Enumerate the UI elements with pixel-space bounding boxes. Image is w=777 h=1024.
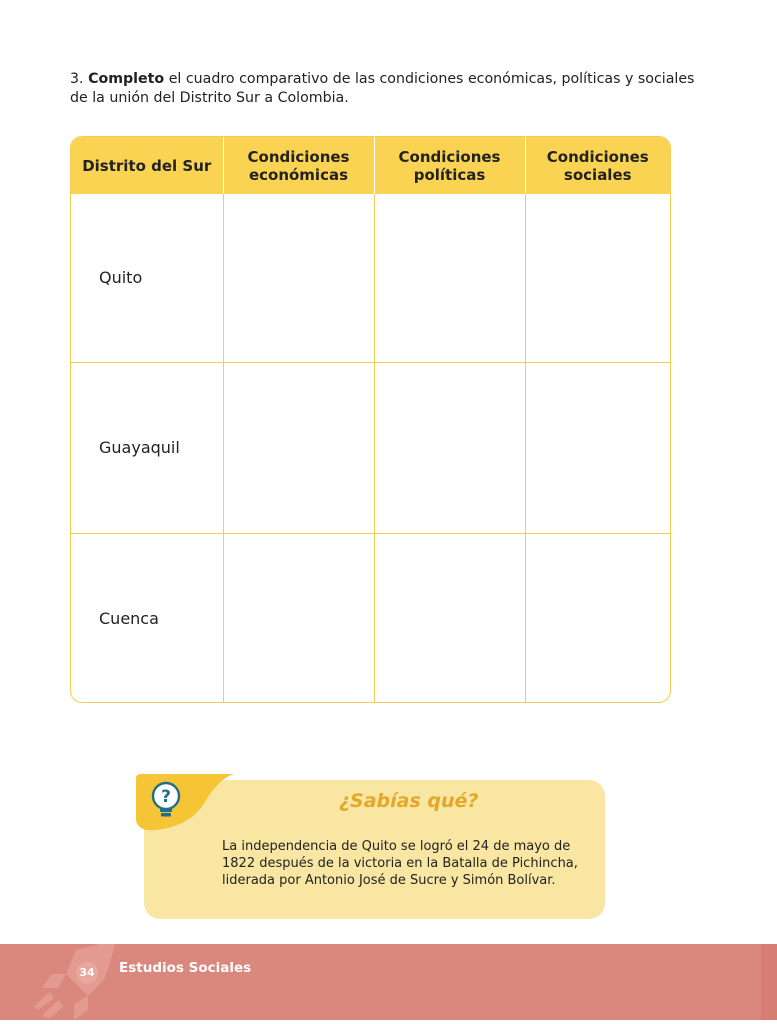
tip-title: ¿Sabías qué? [339, 790, 479, 812]
sociales-cell[interactable] [525, 194, 670, 362]
table-row [71, 362, 670, 534]
instruction-text [70, 70, 710, 108]
svg-text:?: ? [161, 787, 171, 807]
district-cell: Quito [99, 268, 143, 288]
header-politicas: Condiciones políticas [374, 137, 525, 194]
tip-text: La independencia de Quito se logró el 24 de mayo de 1822 después de la victoria en la Batalla de Pichincha, liderada por Antonio José de Sucre y Simón Bolívar. [222, 839, 578, 888]
page-number: 34 [76, 962, 98, 984]
politicas-cell[interactable] [374, 362, 525, 534]
comparison-table [70, 136, 671, 703]
subject-title: Estudios Sociales [119, 960, 252, 976]
header-distrito: Distrito del Sur [71, 137, 223, 194]
table-row [71, 534, 670, 702]
sociales-cell[interactable] [525, 534, 670, 702]
rocket-icon [28, 944, 118, 1020]
economicas-cell[interactable] [223, 194, 374, 362]
politicas-cell[interactable] [374, 194, 525, 362]
economicas-cell[interactable] [223, 534, 374, 702]
header-sociales: Condiciones sociales [525, 137, 670, 194]
tip-tab [134, 774, 236, 836]
politicas-cell[interactable] [374, 534, 525, 702]
district-cell: Cuenca [71, 534, 223, 702]
footer-edge [761, 944, 777, 1020]
table-row [71, 194, 670, 362]
table-header-row [71, 137, 670, 194]
header-economicas: Condiciones económicas [223, 137, 374, 194]
instruction-body: el cuadro comparativo de las condiciones económicas, políticas y sociales de la unión del Distrito Sur a Colombia. [70, 71, 695, 106]
instruction-number: 3. [70, 71, 84, 87]
district-cell: Guayaquil [71, 362, 223, 534]
sociales-cell[interactable] [525, 362, 670, 534]
economicas-cell[interactable] [223, 362, 374, 534]
instruction-verb: Completo [88, 71, 165, 87]
